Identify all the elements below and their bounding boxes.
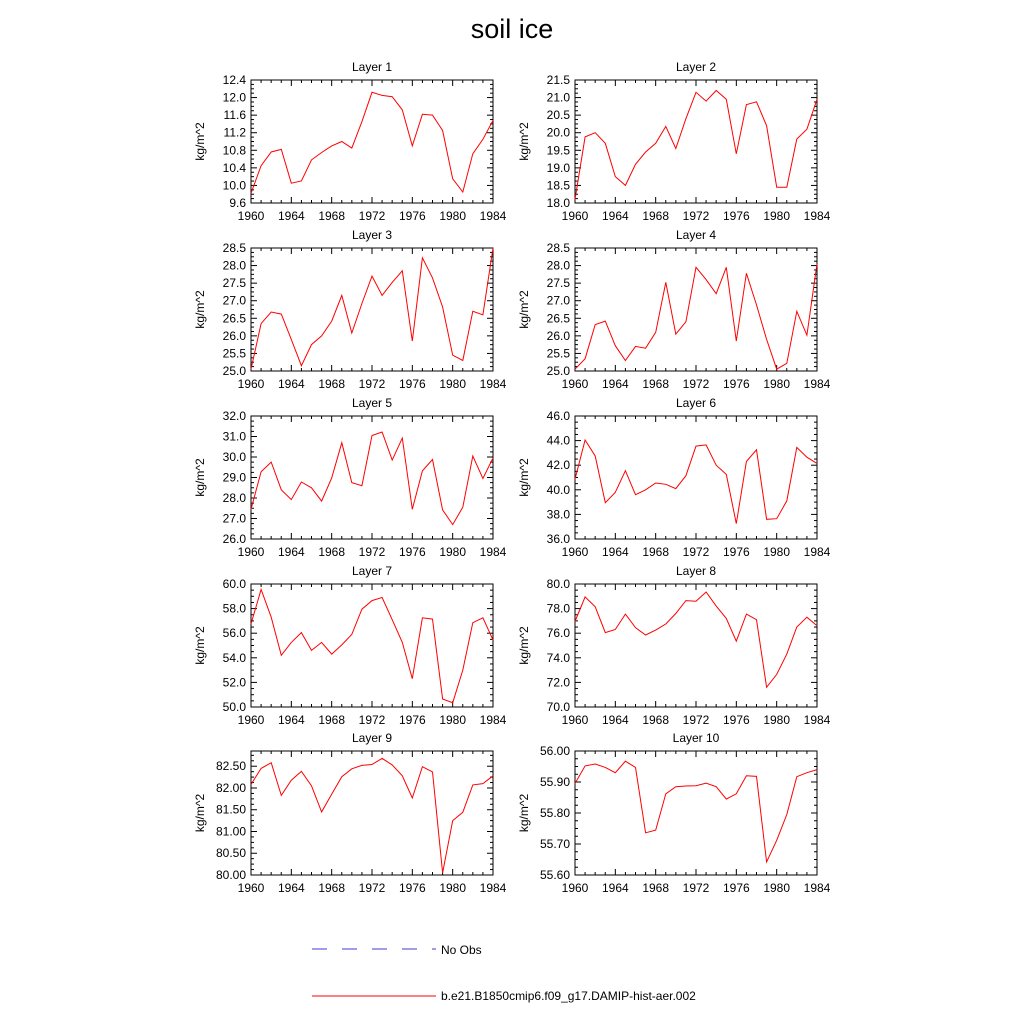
y-tick-label: 78.0 [546,601,570,616]
x-tick-label: 1964 [601,545,629,559]
plot-frame [575,751,817,875]
x-tick-label: 1980 [439,377,467,391]
y-tick-label: 25.5 [546,346,570,361]
x-tick-label: 1964 [601,377,629,391]
panel-title: Layer 9 [351,731,393,745]
y-tick-label: 81.50 [215,802,246,817]
x-tick-label: 1964 [277,377,305,391]
x-tick-label: 1984 [479,713,507,727]
x-tick-label: 1968 [318,209,346,223]
y-tick-label: 54.0 [222,650,246,665]
y-tick-label: 31.0 [222,429,246,444]
x-tick-label: 1972 [682,209,710,223]
y-tick-label: 76.0 [546,626,570,641]
y-tick-label: 72.0 [546,675,570,690]
y-tick-label: 60.0 [222,577,246,591]
x-tick-label: 1976 [722,545,750,559]
series-line [575,761,817,862]
panel-2 [517,60,831,223]
x-tick-label: 1980 [763,713,791,727]
y-tick-label: 25.5 [222,346,246,361]
y-tick-label: 55.80 [539,806,570,820]
x-tick-label: 1980 [763,545,791,559]
x-tick-label: 1976 [398,209,426,223]
x-tick-label: 1984 [803,545,831,559]
x-tick-label: 1968 [318,545,346,559]
figure-title: soil ice [470,14,554,44]
y-tick-label: 12.4 [222,73,246,87]
y-tick-label: 55.60 [539,868,570,882]
x-tick-label: 1968 [318,377,346,391]
y-axis-label: kg/m^2 [517,626,531,665]
x-tick-label: 1980 [439,545,467,559]
y-axis-label: kg/m^2 [193,626,207,665]
series-line [575,592,817,687]
series-line [251,432,493,525]
x-tick-label: 1980 [439,209,467,223]
y-tick-label: 26.0 [222,532,246,546]
x-tick-label: 1960 [561,713,589,727]
panel-1 [193,60,507,223]
x-tick-label: 1968 [642,209,670,223]
y-tick-label: 52.0 [222,675,246,690]
x-tick-label: 1984 [803,377,831,391]
x-tick-label: 1964 [277,713,305,727]
y-axis-label: kg/m^2 [193,458,207,497]
panel-4 [517,228,831,391]
x-tick-label: 1980 [763,209,791,223]
x-tick-label: 1960 [237,209,265,223]
y-tick-label: 18.0 [546,196,570,210]
y-tick-label: 42.0 [546,458,570,473]
x-tick-label: 1972 [358,377,386,391]
x-tick-label: 1984 [479,881,507,895]
y-tick-label: 10.8 [222,143,246,158]
x-tick-label: 1960 [561,545,589,559]
panel-title: Layer 8 [675,564,717,578]
x-tick-label: 1968 [318,713,346,727]
y-axis-label: kg/m^2 [193,793,207,833]
panel-5 [193,396,507,559]
x-tick-label: 1972 [682,545,710,559]
y-tick-label: 27.0 [546,293,570,308]
panel-title: Layer 1 [351,60,393,74]
plot-frame [575,416,817,539]
legend-label-no-obs: No Obs [441,943,482,957]
series-line [251,590,493,703]
x-tick-label: 1976 [398,713,426,727]
x-tick-label: 1984 [803,881,831,895]
y-tick-label: 80.0 [546,577,570,591]
x-tick-label: 1960 [237,545,265,559]
x-tick-label: 1972 [358,713,386,727]
x-tick-label: 1968 [642,881,670,895]
x-tick-label: 1984 [479,377,507,391]
y-tick-label: 11.2 [223,125,246,140]
x-tick-label: 1972 [682,377,710,391]
x-tick-label: 1960 [237,713,265,727]
x-tick-label: 1968 [642,545,670,559]
series-line [575,264,817,369]
x-tick-label: 1968 [642,377,670,391]
y-tick-label: 25.0 [222,364,246,378]
y-axis-label: kg/m^2 [517,290,531,329]
x-tick-label: 1976 [722,209,750,223]
y-tick-label: 26.0 [546,328,570,343]
y-tick-label: 11.6 [223,108,246,123]
x-tick-label: 1972 [358,209,386,223]
panel-8 [517,564,831,727]
y-tick-label: 26.5 [222,311,246,326]
x-tick-label: 1976 [722,881,750,895]
y-tick-label: 27.5 [222,276,246,291]
panel-title: Layer 3 [351,228,393,242]
x-tick-label: 1984 [803,209,831,223]
y-tick-label: 26.5 [546,311,570,326]
y-tick-label: 38.0 [546,507,570,522]
x-tick-label: 1960 [561,377,589,391]
x-tick-label: 1972 [358,545,386,559]
x-tick-label: 1980 [763,377,791,391]
x-tick-label: 1960 [237,881,265,895]
y-tick-label: 81.00 [215,824,246,839]
y-tick-label: 55.90 [539,775,570,789]
x-tick-label: 1972 [682,713,710,727]
y-tick-label: 10.4 [222,160,246,175]
y-tick-label: 10.0 [222,178,246,193]
panel-7 [193,564,507,727]
y-tick-label: 56.0 [222,626,246,641]
plot-frame [575,584,817,707]
x-tick-label: 1984 [479,545,507,559]
y-tick-label: 25.0 [546,364,570,378]
y-tick-label: 80.00 [215,868,246,882]
panel-title: Layer 2 [675,60,717,74]
y-tick-label: 21.5 [546,73,570,87]
x-tick-label: 1960 [561,881,589,895]
x-tick-label: 1976 [722,713,750,727]
y-tick-label: 18.5 [546,178,570,193]
x-tick-label: 1964 [601,209,629,223]
series-line [251,92,493,193]
y-tick-label: 27.0 [222,511,246,526]
y-tick-label: 82.50 [215,759,246,774]
x-tick-label: 1984 [479,209,507,223]
x-tick-label: 1980 [763,881,791,895]
plot-frame [251,751,493,875]
y-tick-label: 21.0 [546,90,570,105]
y-tick-label: 12.0 [222,90,246,105]
y-tick-label: 82.00 [215,780,246,795]
y-tick-label: 40.0 [546,482,570,497]
plot-frame [251,248,493,371]
y-tick-label: 32.0 [222,409,246,423]
x-tick-label: 1976 [398,377,426,391]
series-line [251,758,493,872]
y-tick-label: 19.0 [546,160,570,175]
x-tick-label: 1976 [398,545,426,559]
y-tick-label: 80.50 [215,846,246,861]
y-axis-label: kg/m^2 [517,122,531,161]
panel-title: Layer 5 [351,396,393,410]
y-tick-label: 55.70 [539,837,570,851]
panel-title: Layer 6 [675,396,717,410]
series-line [251,248,493,369]
y-axis-label: kg/m^2 [193,290,207,329]
x-tick-label: 1972 [358,881,386,895]
y-tick-label: 20.0 [546,125,570,140]
plot-frame [251,416,493,539]
y-tick-label: 44.0 [546,433,570,448]
x-tick-label: 1964 [601,881,629,895]
y-tick-label: 58.0 [222,601,246,616]
x-tick-label: 1980 [439,713,467,727]
panel-3 [193,228,507,391]
plot-frame [575,80,817,203]
panel-6 [517,396,831,559]
series-line [575,440,817,524]
y-tick-label: 26.0 [222,328,246,343]
y-tick-label: 74.0 [546,650,570,665]
y-tick-label: 28.5 [222,241,246,255]
y-tick-label: 28.5 [546,241,570,255]
x-tick-label: 1984 [803,713,831,727]
x-tick-label: 1960 [237,377,265,391]
y-tick-label: 20.5 [546,108,570,123]
y-tick-label: 9.6 [229,196,246,210]
y-tick-label: 19.5 [546,143,570,158]
y-tick-label: 70.0 [546,700,570,714]
y-tick-label: 27.5 [546,276,570,291]
x-tick-label: 1964 [277,209,305,223]
x-tick-label: 1976 [398,881,426,895]
y-tick-label: 50.0 [222,700,246,714]
x-tick-label: 1960 [561,209,589,223]
y-tick-label: 28.0 [546,258,570,273]
y-axis-label: kg/m^2 [517,793,531,833]
legend [312,943,696,1003]
y-tick-label: 28.0 [222,491,246,505]
series-line [575,91,817,200]
y-tick-label: 36.0 [546,532,570,546]
panel-title: Layer 10 [672,731,720,745]
x-tick-label: 1968 [318,881,346,895]
y-tick-label: 27.0 [222,293,246,308]
panel-9 [193,731,507,895]
x-tick-label: 1964 [601,713,629,727]
y-tick-label: 29.0 [222,470,246,485]
x-tick-label: 1964 [277,545,305,559]
x-tick-label: 1980 [439,881,467,895]
panel-title: Layer 7 [351,564,393,578]
y-axis-label: kg/m^2 [517,458,531,497]
legend-label-model: b.e21.B1850cmip6.f09_g17.DAMIP-hist-aer.002 [441,989,696,1003]
y-tick-label: 46.0 [546,409,570,423]
y-tick-label: 30.0 [222,450,246,464]
panel-title: Layer 4 [675,228,717,242]
x-tick-label: 1968 [642,713,670,727]
x-tick-label: 1976 [722,377,750,391]
y-tick-label: 56.00 [539,744,570,758]
x-tick-label: 1964 [277,881,305,895]
y-tick-label: 28.0 [222,258,246,273]
y-axis-label: kg/m^2 [193,122,207,161]
x-tick-label: 1972 [682,881,710,895]
panel-10 [517,731,831,895]
plot-frame [575,248,817,371]
